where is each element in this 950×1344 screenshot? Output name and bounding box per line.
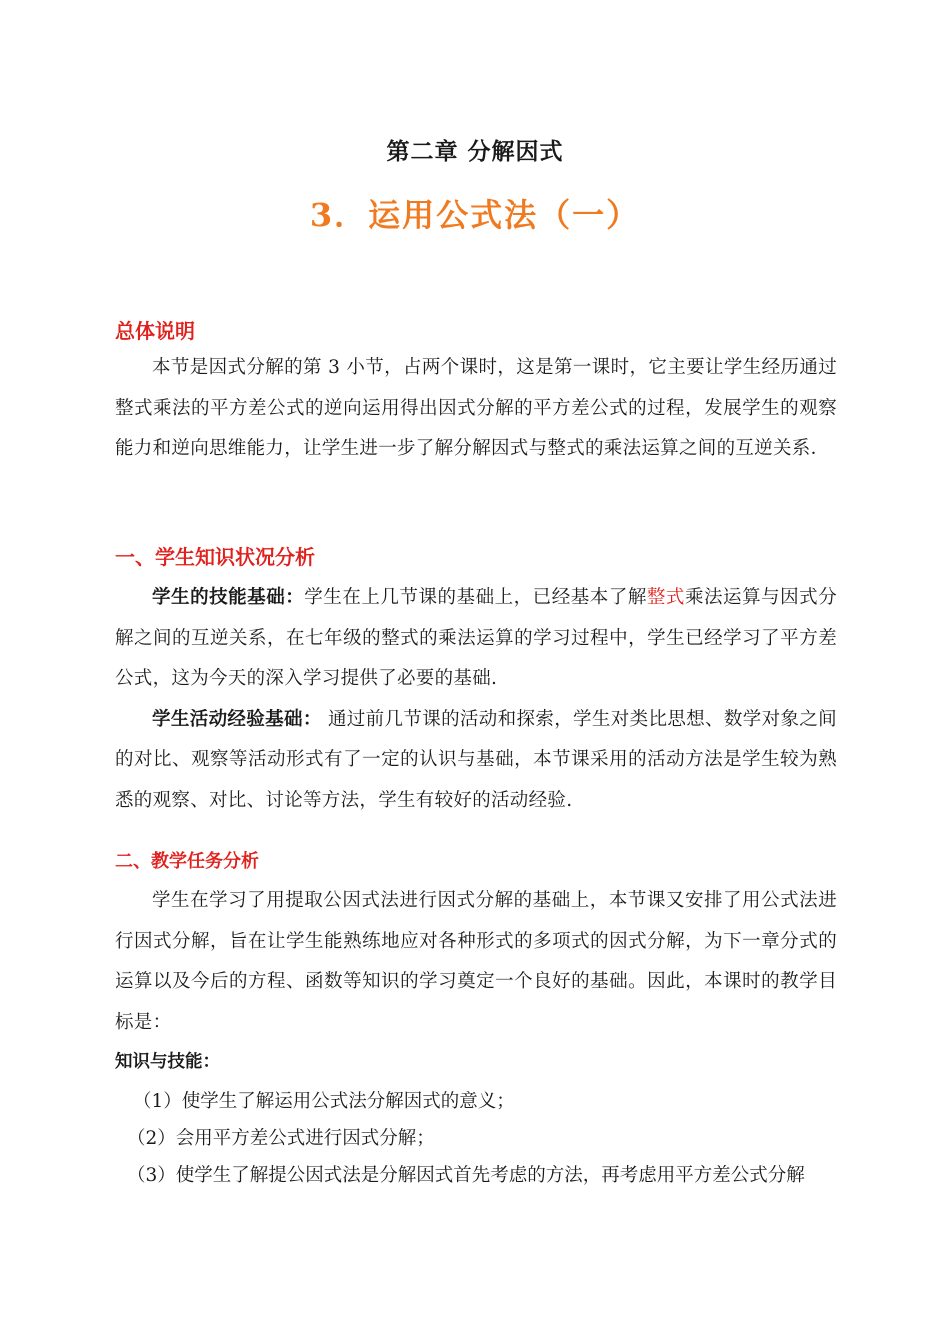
objective-item-1: （1）使学生了解运用公式法分解因式的意义； [133,1091,515,1112]
activity-basis-paragraph [115,700,837,822]
skill-basis-text-1: 学生在上几节课的基础上，已经基本了解 [304,587,647,608]
objective-item-2: （2）会用平方差公式进行因式分解； [127,1128,435,1149]
skill-basis-label: 学生的技能基础： [152,587,305,608]
activity-basis-label: 学生活动经验基础： [152,708,322,730]
objective-item-3: （3）使学生了解提公因式法是分解因式首先考虑的方法，再考虑用平方差公式分解 [127,1165,805,1186]
teaching-task-paragraph: 学生在学习了用提取公因式法进行因式分解的基础上，本节课又安排了用公式法进行因式分解，旨在让学生能熟练地应对各种形式的多项式的因式分解，为下一章分式的运算以及今后的方程、函数等知识的学习奠定一个良好的基础。因此，本课时的教学目标是： [115,890,837,1033]
overview-heading: 总体说明 [115,319,195,343]
section2-heading: 二、教学任务分析 [115,851,259,872]
section1-heading: 一、学生知识状况分析 [115,545,315,569]
lesson-title: 3．运用公式法（一） [309,196,641,234]
skill-basis-text-2: 乘法运算与因式分解之间的互逆关系，在七年级的整式的乘法运算的学习过程中，学生已经学习了平方差公式，这为今天的深入学习提供了必要的基础. [115,587,838,689]
activity-basis-text: 通过前几节课的活动和探索，学生对类比思想、数学对象之间的对比、观察等活动形式有了一定的认识与基础，本节课采用的活动方法是学生较为熟悉的观察、对比、讨论等方法，学生有较好的活动经验. [115,708,837,811]
overview-paragraph: 本节是因式分解的第 3 小节，占两个课时，这是第一课时，它主要让学生经历通过整式乘法的平方差公式的逆向运用得出因式分解的平方差公式的过程，发展学生的观察能力和逆向思维能力，让学生进一步了解分解因式与整式的乘法运算之间的互逆关系． [115,357,837,459]
skill-basis-paragraph [115,578,837,700]
knowledge-skill-heading: 知识与技能： [115,1052,220,1072]
overview-section [115,316,837,470]
teaching-task-section [115,847,837,1194]
chapter-title: 第二章 分解因式 [386,138,564,165]
skill-basis-highlight: 整式 [646,587,685,608]
student-knowledge-section [115,542,837,821]
